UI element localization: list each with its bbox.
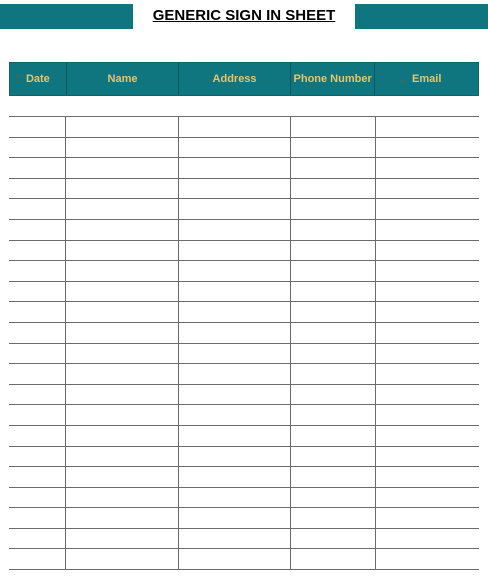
cell-email[interactable]: [376, 282, 479, 302]
page-title: GENERIC SIGN IN SHEET: [152, 7, 336, 24]
cell-phone[interactable]: [291, 426, 376, 446]
cell-date[interactable]: [9, 323, 66, 343]
cell-address[interactable]: [179, 199, 291, 219]
cell-date[interactable]: [9, 179, 66, 199]
table-row: [9, 138, 479, 159]
table-row: [9, 261, 479, 282]
cell-address[interactable]: [179, 138, 291, 158]
column-header-name: Name: [67, 63, 180, 95]
cell-phone[interactable]: [291, 488, 376, 508]
sign-in-table: [9, 62, 479, 570]
cell-name[interactable]: [66, 220, 179, 240]
cell-date[interactable]: [9, 220, 66, 240]
cell-phone[interactable]: [291, 385, 376, 405]
cell-name[interactable]: [66, 241, 179, 261]
cell-address[interactable]: [179, 261, 291, 281]
cell-email[interactable]: [376, 508, 479, 528]
cell-date[interactable]: [9, 549, 66, 569]
cell-email[interactable]: [376, 529, 479, 549]
cell-phone[interactable]: [291, 508, 376, 528]
cell-date[interactable]: [9, 385, 66, 405]
table-row: [9, 364, 479, 385]
cell-date[interactable]: [9, 364, 66, 384]
cell-address[interactable]: [179, 179, 291, 199]
cell-name[interactable]: [66, 138, 179, 158]
cell-address[interactable]: [179, 117, 291, 137]
cell-phone[interactable]: [291, 220, 376, 240]
cell-address[interactable]: [179, 426, 291, 446]
cell-date[interactable]: [9, 447, 66, 467]
cell-email[interactable]: [376, 241, 479, 261]
column-header-phone: Phone Number: [291, 63, 376, 95]
cell-phone[interactable]: [291, 529, 376, 549]
cell-date[interactable]: [9, 199, 66, 219]
cell-name[interactable]: [66, 488, 179, 508]
cell-name[interactable]: [66, 508, 179, 528]
cell-name[interactable]: [66, 447, 179, 467]
table-row: [9, 158, 479, 179]
cell-name[interactable]: [66, 302, 179, 322]
cell-phone[interactable]: [291, 364, 376, 384]
cell-name[interactable]: [66, 549, 179, 569]
table-row: [9, 385, 479, 406]
cell-email[interactable]: [376, 199, 479, 219]
cell-phone[interactable]: [291, 323, 376, 343]
header-spacer: [9, 96, 479, 117]
cell-phone[interactable]: [291, 344, 376, 364]
cell-name[interactable]: [66, 467, 179, 487]
cell-email[interactable]: [376, 385, 479, 405]
cell-name[interactable]: [66, 364, 179, 384]
cell-email[interactable]: [376, 117, 479, 137]
column-header-email: Email: [412, 72, 442, 85]
cell-email[interactable]: [376, 220, 479, 240]
table-row: [9, 405, 479, 426]
cell-date[interactable]: [9, 508, 66, 528]
cell-email[interactable]: [376, 261, 479, 281]
cell-address[interactable]: [179, 467, 291, 487]
table-row: [9, 344, 479, 365]
cell-phone[interactable]: [291, 179, 376, 199]
cell-phone[interactable]: [291, 447, 376, 467]
cell-name[interactable]: [66, 385, 179, 405]
cell-date[interactable]: [9, 405, 66, 425]
cell-name[interactable]: [66, 323, 179, 343]
cell-name[interactable]: [66, 282, 179, 302]
cell-date[interactable]: [9, 282, 66, 302]
cell-email[interactable]: [376, 138, 479, 158]
cell-address[interactable]: [179, 302, 291, 322]
cell-address[interactable]: [179, 364, 291, 384]
cell-address[interactable]: [179, 282, 291, 302]
cell-address[interactable]: [179, 241, 291, 261]
table-row: [9, 426, 479, 447]
cell-date[interactable]: [9, 261, 66, 281]
cell-email[interactable]: [376, 549, 479, 569]
cell-email[interactable]: [376, 405, 479, 425]
cell-name[interactable]: [66, 529, 179, 549]
title-bar-left: [0, 4, 133, 29]
table-row: [9, 447, 479, 468]
cell-name[interactable]: [66, 344, 179, 364]
table-row: [9, 549, 479, 570]
cell-email[interactable]: [376, 467, 479, 487]
cell-address[interactable]: [179, 488, 291, 508]
cell-name[interactable]: [66, 199, 179, 219]
cell-date[interactable]: [9, 426, 66, 446]
table-body: [9, 117, 479, 570]
cell-address[interactable]: [179, 344, 291, 364]
table-row: [9, 302, 479, 323]
cell-email[interactable]: [376, 302, 479, 322]
cell-email[interactable]: [376, 179, 479, 199]
cell-phone[interactable]: [291, 261, 376, 281]
cell-name[interactable]: [66, 426, 179, 446]
cell-name[interactable]: [66, 117, 179, 137]
cell-email[interactable]: [376, 364, 479, 384]
cell-address[interactable]: [179, 447, 291, 467]
cell-date[interactable]: [9, 158, 66, 178]
cell-email[interactable]: [376, 447, 479, 467]
table-row: [9, 529, 479, 550]
column-header-date: Date: [10, 63, 67, 95]
cell-date[interactable]: [9, 117, 66, 137]
table-row: [9, 199, 479, 220]
cell-address[interactable]: [179, 220, 291, 240]
cell-address[interactable]: [179, 405, 291, 425]
cell-address[interactable]: [179, 158, 291, 178]
cell-email[interactable]: [376, 488, 479, 508]
cell-phone[interactable]: [291, 138, 376, 158]
table-row: [9, 508, 479, 529]
cell-address[interactable]: [179, 385, 291, 405]
cell-phone[interactable]: [291, 302, 376, 322]
cell-address[interactable]: [179, 323, 291, 343]
table-row: [9, 488, 479, 509]
cell-email[interactable]: [376, 426, 479, 446]
cell-name[interactable]: [66, 179, 179, 199]
cell-email[interactable]: [376, 344, 479, 364]
cell-phone[interactable]: [291, 549, 376, 569]
table-row: [9, 282, 479, 303]
table-row: [9, 241, 479, 262]
cell-name[interactable]: [66, 405, 179, 425]
cell-date[interactable]: [9, 344, 66, 364]
cell-phone[interactable]: [291, 282, 376, 302]
cell-date[interactable]: [9, 302, 66, 322]
column-header-address: Address: [179, 63, 291, 95]
cell-phone[interactable]: [291, 199, 376, 219]
cell-date[interactable]: [9, 138, 66, 158]
table-row: [9, 117, 479, 138]
cell-name[interactable]: [66, 158, 179, 178]
cell-phone[interactable]: [291, 117, 376, 137]
cell-email[interactable]: [376, 323, 479, 343]
cell-date[interactable]: [9, 529, 66, 549]
cell-address[interactable]: [179, 508, 291, 528]
cell-phone[interactable]: [291, 241, 376, 261]
cell-date[interactable]: [9, 488, 66, 508]
table-row: [9, 323, 479, 344]
table-row: [9, 179, 479, 200]
cell-date[interactable]: [9, 241, 66, 261]
table-header: [9, 62, 479, 96]
title-bar-right: [355, 4, 488, 29]
cell-address[interactable]: [179, 549, 291, 569]
cell-date[interactable]: [9, 467, 66, 487]
cell-address[interactable]: [179, 529, 291, 549]
cell-phone[interactable]: [291, 158, 376, 178]
cell-name[interactable]: [66, 261, 179, 281]
cell-phone[interactable]: [291, 467, 376, 487]
table-row: [9, 220, 479, 241]
cell-email[interactable]: [376, 158, 479, 178]
cell-phone[interactable]: [291, 405, 376, 425]
table-row: [9, 467, 479, 488]
